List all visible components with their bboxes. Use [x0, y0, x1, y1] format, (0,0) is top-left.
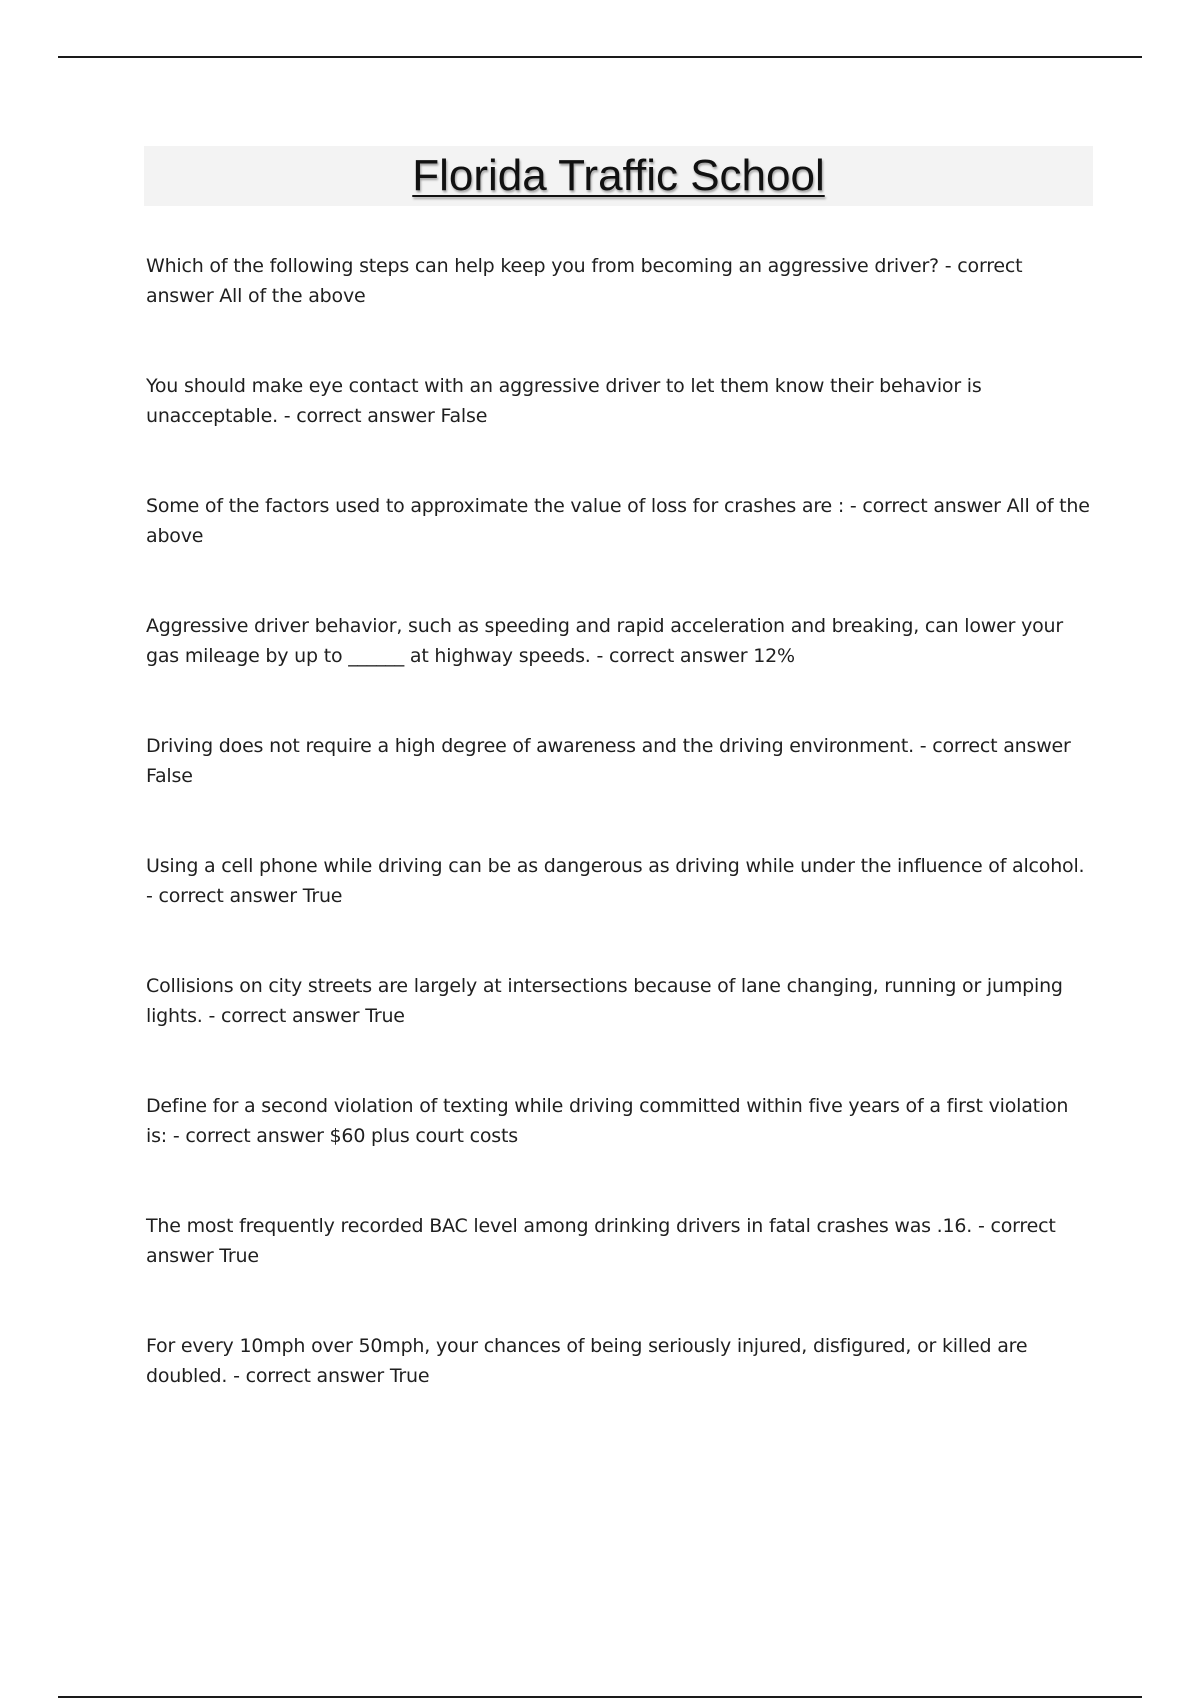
- qa-item: For every 10mph over 50mph, your chances of being seriously injured, disfigured, or killed are doubled. - correct answer True: [146, 1335, 1028, 1387]
- qa-item: The most frequently recorded BAC level among drinking drivers in fatal crashes was .16. - correct answer True: [146, 1215, 1056, 1267]
- qa-item: Some of the factors used to approximate the value of loss for crashes are : - correct answer All of the above: [146, 495, 1090, 547]
- qa-list: [146, 251, 1092, 1451]
- qa-item: Which of the following steps can help keep you from becoming an aggressive driver? - correct answer All of the above: [146, 255, 1023, 307]
- qa-item: Driving does not require a high degree of awareness and the driving environment. - correct answer False: [146, 735, 1071, 787]
- qa-item: Aggressive driver behavior, such as speeding and rapid acceleration and breaking, can lower your gas mileage by up to ______ at highway speeds. - correct answer 12%: [146, 615, 1064, 667]
- qa-item: Using a cell phone while driving can be as dangerous as driving while under the influence of alcohol. - correct answer True: [146, 855, 1085, 907]
- top-rule: [58, 56, 1142, 58]
- qa-item: Collisions on city streets are largely at intersections because of lane changing, running or jumping lights. - correct answer True: [146, 975, 1063, 1027]
- qa-item: Define for a second violation of texting while driving committed within five years of a first violation is: - correct answer $60 plus court costs: [146, 1095, 1069, 1147]
- title-banner: [144, 146, 1093, 206]
- qa-item: You should make eye contact with an aggressive driver to let them know their behavior is unacceptable. - correct answer False: [146, 375, 982, 427]
- document-title: Florida Traffic School: [412, 151, 825, 200]
- bottom-rule: [58, 1696, 1142, 1698]
